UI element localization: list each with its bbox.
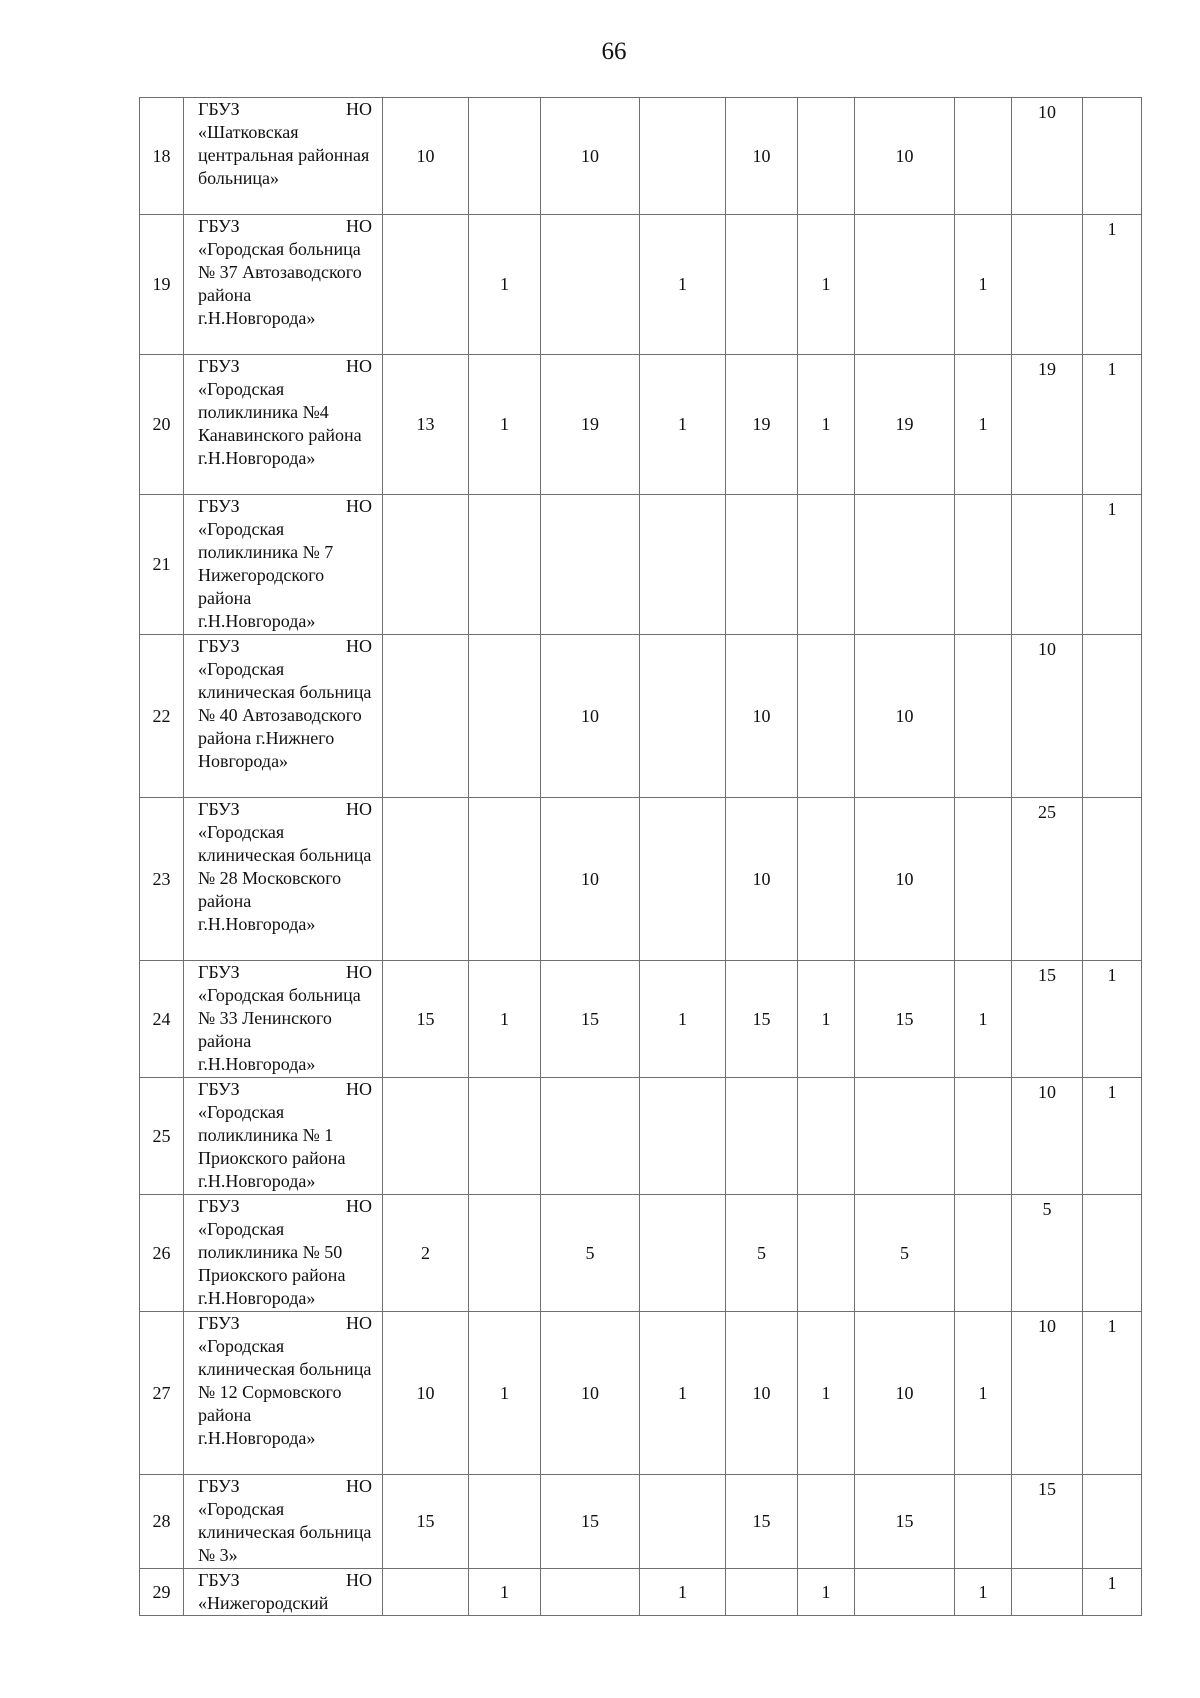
value-cell-col-1 — [383, 798, 469, 961]
institution-name-first-line — [198, 98, 372, 121]
value-cell-col-4: 1 — [640, 1312, 726, 1475]
value-cell-col-3: 19 — [541, 355, 640, 495]
institution-name-text: «Городская поликлиника № 1 Приокского района г.Н.Новгорода» — [198, 1102, 346, 1191]
value-cell-col-7: 10 — [855, 98, 955, 215]
institution-region: НО — [346, 356, 372, 376]
institution-region: НО — [346, 1476, 372, 1496]
value-cell-col-1: 15 — [383, 1475, 469, 1569]
value-cell-col-8 — [955, 495, 1012, 635]
institution-region: НО — [346, 962, 372, 982]
value-cell-col-9: 5 — [1012, 1195, 1083, 1312]
value-cell-col-10: 1 — [1083, 1569, 1142, 1616]
value-cell-col-1: 10 — [383, 98, 469, 215]
value-cell-col-1 — [383, 635, 469, 798]
value-cell-col-10: 1 — [1083, 1078, 1142, 1195]
institution-region: НО — [346, 216, 372, 236]
institution-type: ГБУЗ — [198, 1196, 240, 1216]
value-cell-col-2 — [469, 798, 541, 961]
institution-type: ГБУЗ — [198, 799, 240, 819]
institution-name-text: «Городская клиническая больница № 3» — [198, 1499, 372, 1565]
value-cell-col-8 — [955, 798, 1012, 961]
value-cell-col-2 — [469, 1475, 541, 1569]
value-cell-col-3: 10 — [541, 98, 640, 215]
value-cell-col-6 — [798, 1195, 855, 1312]
institution-name-first-line — [198, 635, 372, 658]
value-cell-col-2 — [469, 1078, 541, 1195]
institution-name-cell — [184, 1475, 383, 1569]
value-cell-col-7 — [855, 495, 955, 635]
institution-name-cell — [184, 635, 383, 798]
value-cell-col-3 — [541, 495, 640, 635]
table-row — [140, 1078, 1142, 1195]
value-cell-col-5 — [726, 215, 798, 355]
value-cell-col-6 — [798, 635, 855, 798]
value-cell-col-10 — [1083, 1475, 1142, 1569]
value-cell-col-3 — [541, 1078, 640, 1195]
institution-name-text: «Городская больница № 37 Автозаводского района г.Н.Новгорода» — [198, 239, 362, 328]
value-cell-col-5: 10 — [726, 98, 798, 215]
value-cell-col-9 — [1012, 495, 1083, 635]
value-cell-col-3: 15 — [541, 1475, 640, 1569]
row-number: 23 — [140, 798, 184, 961]
value-cell-col-4: 1 — [640, 961, 726, 1078]
institution-name-cell — [184, 1195, 383, 1312]
value-cell-col-1: 13 — [383, 355, 469, 495]
value-cell-col-2 — [469, 635, 541, 798]
value-cell-col-7: 15 — [855, 1475, 955, 1569]
institution-name-text: «Городская поликлиника № 50 Приокского района г.Н.Новгорода» — [198, 1219, 346, 1308]
value-cell-col-9: 15 — [1012, 961, 1083, 1078]
institution-name-text: «Городская клиническая больница № 40 Автозаводского района г.Нижнего Новгорода» — [198, 659, 372, 771]
value-cell-col-3 — [541, 215, 640, 355]
value-cell-col-5: 19 — [726, 355, 798, 495]
row-number: 18 — [140, 98, 184, 215]
institution-name-first-line — [198, 1195, 372, 1218]
value-cell-col-1 — [383, 215, 469, 355]
institution-name-first-line — [198, 1569, 372, 1592]
value-cell-col-2 — [469, 1195, 541, 1312]
institution-type: ГБУЗ — [198, 496, 240, 516]
value-cell-col-4 — [640, 495, 726, 635]
value-cell-col-9: 15 — [1012, 1475, 1083, 1569]
value-cell-col-10: 1 — [1083, 215, 1142, 355]
institution-type: ГБУЗ — [198, 356, 240, 376]
institution-type: ГБУЗ — [198, 962, 240, 982]
value-cell-col-4 — [640, 798, 726, 961]
value-cell-col-10 — [1083, 98, 1142, 215]
row-number: 24 — [140, 961, 184, 1078]
value-cell-col-2: 1 — [469, 961, 541, 1078]
value-cell-col-10: 1 — [1083, 355, 1142, 495]
value-cell-col-5 — [726, 1569, 798, 1616]
value-cell-col-9: 10 — [1012, 1312, 1083, 1475]
institution-name-cell — [184, 98, 383, 215]
value-cell-col-10: 1 — [1083, 1312, 1142, 1475]
table-row — [140, 215, 1142, 355]
value-cell-col-6: 1 — [798, 1569, 855, 1616]
institution-name-cell — [184, 961, 383, 1078]
value-cell-col-8: 1 — [955, 961, 1012, 1078]
value-cell-col-7: 15 — [855, 961, 955, 1078]
value-cell-col-8: 1 — [955, 355, 1012, 495]
institution-type: ГБУЗ — [198, 99, 240, 119]
value-cell-col-5: 10 — [726, 635, 798, 798]
table-row — [140, 798, 1142, 961]
value-cell-col-5: 15 — [726, 961, 798, 1078]
value-cell-col-4 — [640, 1078, 726, 1195]
table-row — [140, 1195, 1142, 1312]
value-cell-col-6: 1 — [798, 961, 855, 1078]
table-row — [140, 1312, 1142, 1475]
value-cell-col-9: 19 — [1012, 355, 1083, 495]
value-cell-col-7 — [855, 1078, 955, 1195]
institution-region: НО — [346, 636, 372, 656]
value-cell-col-4 — [640, 1195, 726, 1312]
value-cell-col-8: 1 — [955, 1312, 1012, 1475]
value-cell-col-3 — [541, 1569, 640, 1616]
institution-name-first-line — [198, 961, 372, 984]
institution-type: ГБУЗ — [198, 1476, 240, 1496]
value-cell-col-6: 1 — [798, 1312, 855, 1475]
row-number: 21 — [140, 495, 184, 635]
value-cell-col-2: 1 — [469, 1312, 541, 1475]
row-number: 27 — [140, 1312, 184, 1475]
table-row — [140, 98, 1142, 215]
value-cell-col-1: 15 — [383, 961, 469, 1078]
institution-name-text: «Шатковская центральная районная больница» — [198, 122, 370, 188]
value-cell-col-1: 10 — [383, 1312, 469, 1475]
table-row — [140, 355, 1142, 495]
institution-name-cell — [184, 798, 383, 961]
value-cell-col-8 — [955, 1475, 1012, 1569]
value-cell-col-8 — [955, 98, 1012, 215]
value-cell-col-4 — [640, 98, 726, 215]
value-cell-col-9 — [1012, 1569, 1083, 1616]
institution-name-first-line — [198, 215, 372, 238]
institution-name-cell — [184, 1312, 383, 1475]
institution-name-first-line — [198, 355, 372, 378]
institution-region: НО — [346, 799, 372, 819]
value-cell-col-3: 10 — [541, 798, 640, 961]
value-cell-col-6 — [798, 1078, 855, 1195]
institution-name-text: «Городская клиническая больница № 12 Сормовского района г.Н.Новгорода» — [198, 1336, 372, 1448]
value-cell-col-7: 10 — [855, 798, 955, 961]
row-number: 29 — [140, 1569, 184, 1616]
institution-name-text: «Городская поликлиника № 7 Нижегородского района г.Н.Новгорода» — [198, 519, 334, 631]
value-cell-col-8: 1 — [955, 215, 1012, 355]
value-cell-col-9: 10 — [1012, 98, 1083, 215]
institution-type: ГБУЗ — [198, 1570, 240, 1590]
institution-type: ГБУЗ — [198, 636, 240, 656]
data-table — [139, 97, 1142, 1616]
value-cell-col-6 — [798, 1475, 855, 1569]
institution-name-cell — [184, 495, 383, 635]
value-cell-col-1 — [383, 495, 469, 635]
institution-region: НО — [346, 1079, 372, 1099]
value-cell-col-10: 1 — [1083, 495, 1142, 635]
institution-name-first-line — [198, 1312, 372, 1335]
value-cell-col-9: 10 — [1012, 1078, 1083, 1195]
row-number: 25 — [140, 1078, 184, 1195]
institution-region: НО — [346, 1313, 372, 1333]
row-number: 28 — [140, 1475, 184, 1569]
value-cell-col-6 — [798, 98, 855, 215]
institution-name-first-line — [198, 1475, 372, 1498]
value-cell-col-5: 10 — [726, 1312, 798, 1475]
value-cell-col-4 — [640, 635, 726, 798]
value-cell-col-10: 1 — [1083, 961, 1142, 1078]
table-row — [140, 495, 1142, 635]
institution-name-text: «Городская больница № 33 Ленинского района г.Н.Новгорода» — [198, 985, 361, 1074]
value-cell-col-8 — [955, 635, 1012, 798]
institution-name-text: «Городская клиническая больница № 28 Московского района г.Н.Новгорода» — [198, 822, 372, 934]
value-cell-col-3: 15 — [541, 961, 640, 1078]
institution-type: ГБУЗ — [198, 216, 240, 236]
institution-region: НО — [346, 1570, 372, 1590]
row-number: 26 — [140, 1195, 184, 1312]
value-cell-col-7 — [855, 1569, 955, 1616]
table-row — [140, 1569, 1142, 1616]
table-row — [140, 961, 1142, 1078]
value-cell-col-6: 1 — [798, 215, 855, 355]
institution-name-cell — [184, 215, 383, 355]
value-cell-col-10 — [1083, 798, 1142, 961]
value-cell-col-9: 25 — [1012, 798, 1083, 961]
institution-name-cell — [184, 1569, 383, 1616]
value-cell-col-8 — [955, 1078, 1012, 1195]
value-cell-col-3: 10 — [541, 1312, 640, 1475]
institution-type: ГБУЗ — [198, 1079, 240, 1099]
value-cell-col-7: 10 — [855, 635, 955, 798]
value-cell-col-5: 10 — [726, 798, 798, 961]
value-cell-col-4 — [640, 1475, 726, 1569]
value-cell-col-7: 5 — [855, 1195, 955, 1312]
value-cell-col-3: 10 — [541, 635, 640, 798]
value-cell-col-7: 19 — [855, 355, 955, 495]
institution-type: ГБУЗ — [198, 1313, 240, 1333]
institution-name-first-line — [198, 798, 372, 821]
institution-region: НО — [346, 496, 372, 516]
value-cell-col-9: 10 — [1012, 635, 1083, 798]
value-cell-col-2 — [469, 98, 541, 215]
value-cell-col-7 — [855, 215, 955, 355]
value-cell-col-2: 1 — [469, 355, 541, 495]
value-cell-col-3: 5 — [541, 1195, 640, 1312]
table-row — [140, 635, 1142, 798]
institution-name-cell — [184, 1078, 383, 1195]
value-cell-col-4: 1 — [640, 355, 726, 495]
institution-name-cell — [184, 355, 383, 495]
row-number: 22 — [140, 635, 184, 798]
institution-name-text: «Городская поликлиника №4 Канавинского района г.Н.Новгорода» — [198, 379, 362, 468]
value-cell-col-10 — [1083, 1195, 1142, 1312]
value-cell-col-4: 1 — [640, 1569, 726, 1616]
value-cell-col-9 — [1012, 215, 1083, 355]
table-row — [140, 1475, 1142, 1569]
value-cell-col-5 — [726, 1078, 798, 1195]
row-number: 20 — [140, 355, 184, 495]
page-number: 66 — [601, 38, 627, 65]
institution-name-first-line — [198, 495, 372, 518]
value-cell-col-2 — [469, 495, 541, 635]
value-cell-col-2: 1 — [469, 215, 541, 355]
value-cell-col-1 — [383, 1078, 469, 1195]
institution-region: НО — [346, 1196, 372, 1216]
value-cell-col-6 — [798, 798, 855, 961]
value-cell-col-1: 2 — [383, 1195, 469, 1312]
value-cell-col-2: 1 — [469, 1569, 541, 1616]
value-cell-col-6 — [798, 495, 855, 635]
institution-region: НО — [346, 99, 372, 119]
value-cell-col-10 — [1083, 635, 1142, 798]
institution-name-first-line — [198, 1078, 372, 1101]
row-number: 19 — [140, 215, 184, 355]
value-cell-col-8 — [955, 1195, 1012, 1312]
value-cell-col-7: 10 — [855, 1312, 955, 1475]
value-cell-col-4: 1 — [640, 215, 726, 355]
value-cell-col-5: 5 — [726, 1195, 798, 1312]
institution-name-text: «Нижегородский — [198, 1593, 329, 1613]
value-cell-col-6: 1 — [798, 355, 855, 495]
value-cell-col-5: 15 — [726, 1475, 798, 1569]
value-cell-col-5 — [726, 495, 798, 635]
value-cell-col-8: 1 — [955, 1569, 1012, 1616]
value-cell-col-1 — [383, 1569, 469, 1616]
